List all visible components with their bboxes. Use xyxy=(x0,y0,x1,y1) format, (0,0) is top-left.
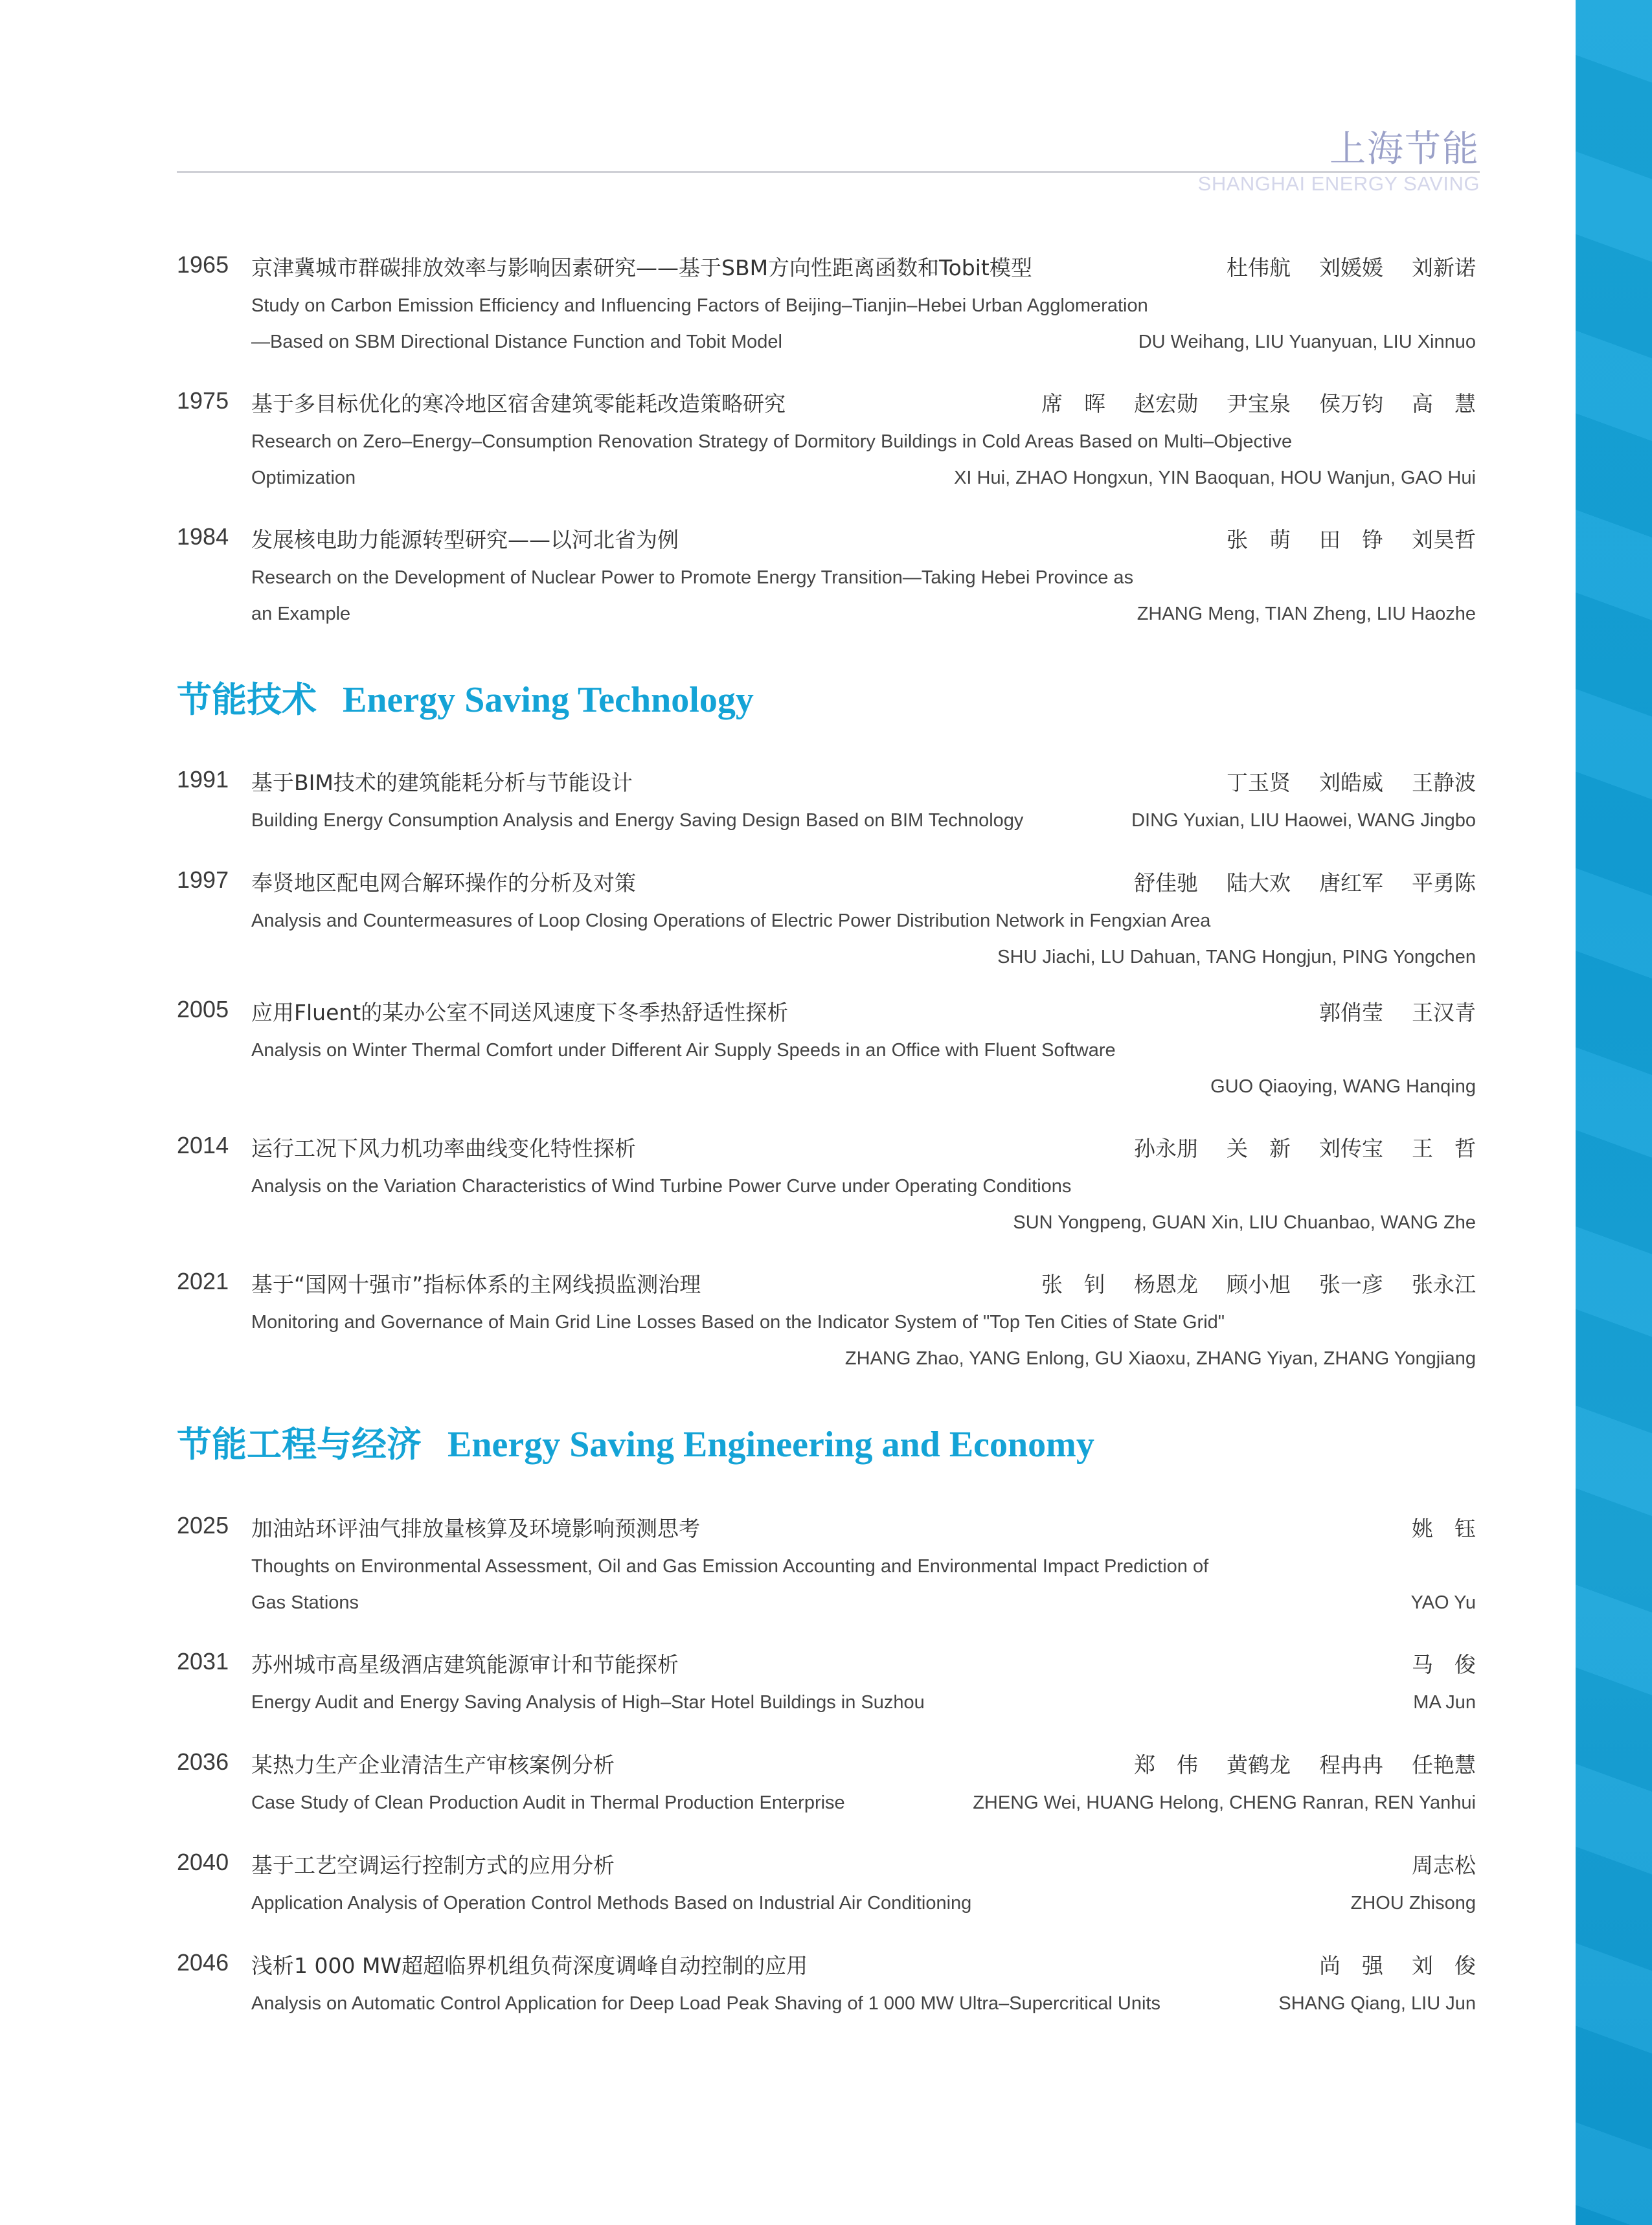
page-number: 2005 xyxy=(177,996,229,1022)
author-cn: 陆大欢 xyxy=(1227,870,1291,896)
author-cn: 刘 俊 xyxy=(1412,1953,1476,1978)
article-title-cn: 苏州城市高星级酒店建筑能源审计和节能探析 xyxy=(251,1652,679,1677)
article-title-en: Analysis on Winter Thermal Comfort under Different Air Supply Speeds in an Office with Fluent Software xyxy=(251,1040,1116,1061)
author-cn: 张 钊 xyxy=(1041,1272,1105,1297)
toc-entry[interactable] xyxy=(177,1949,1476,2024)
authors-en: XI Hui, ZHAO Hongxun, YIN Baoquan, HOU Wanjun, GAO Hui xyxy=(954,468,1476,488)
author-cn: 丁玉贤 xyxy=(1227,770,1291,795)
author-cn: 杜伟航 xyxy=(1227,255,1291,280)
author-cn: 刘新诺 xyxy=(1412,255,1476,280)
article-title-cn: 运行工况下风力机功率曲线变化特性探析 xyxy=(251,1136,636,1161)
article-title-cn: 加油站环评油气排放量核算及环境影响预测思考 xyxy=(251,1516,700,1541)
author-cn: 郑 伟 xyxy=(1134,1752,1198,1778)
article-title-en: Analysis on Automatic Control Application for Deep Load Peak Shaving of 1 000 MW Ultra–Supercritical Units xyxy=(251,1993,1160,2014)
article-title-en: Building Energy Consumption Analysis and Energy Saving Design Based on BIM Technology xyxy=(251,810,1024,831)
authors-cn xyxy=(1134,866,1476,897)
article-title-cn: 某热力生产企业清洁生产审核案例分析 xyxy=(251,1752,615,1778)
section-title-cn: 节能工程与经济 xyxy=(177,1423,422,1465)
author-cn: 张 萌 xyxy=(1227,527,1291,552)
toc-entry[interactable] xyxy=(177,766,1476,841)
authors-cn xyxy=(1412,1512,1476,1542)
author-cn: 程冉冉 xyxy=(1319,1752,1383,1778)
article-title-cn: 基于工艺空调运行控制方式的应用分析 xyxy=(251,1853,615,1878)
article-title-cn: 应用Fluent的某办公室不同送风速度下冬季热舒适性探析 xyxy=(251,1000,789,1025)
authors-en: SHU Jiachi, LU Dahuan, TANG Hongjun, PING Yongchen xyxy=(997,947,1476,967)
page-number: 2014 xyxy=(177,1132,229,1158)
page-number: 2021 xyxy=(177,1268,229,1294)
author-cn: 姚 钰 xyxy=(1412,1516,1476,1541)
authors-en: YAO Yu xyxy=(1410,1592,1476,1613)
toc-entry[interactable] xyxy=(177,1512,1476,1623)
toc-entry[interactable] xyxy=(177,1268,1476,1379)
page-number: 2036 xyxy=(177,1748,229,1775)
toc-entry[interactable] xyxy=(177,523,1476,635)
journal-title-en: SHANGHAI ENERGY SAVING xyxy=(1197,172,1480,195)
authors-cn xyxy=(1227,523,1476,554)
authors-cn xyxy=(1412,1849,1476,1879)
author-cn: 席 晖 xyxy=(1041,391,1105,416)
authors-en: DU Weihang, LIU Yuanyuan, LIU Xinnuo xyxy=(1138,332,1476,352)
author-cn: 高 慧 xyxy=(1412,391,1476,416)
article-title-cn: 奉贤地区配电网合解环操作的分析及对策 xyxy=(251,870,636,896)
page-number: 2040 xyxy=(177,1849,229,1875)
section-heading xyxy=(177,1417,1094,1467)
authors-en: ZHANG Meng, TIAN Zheng, LIU Haozhe xyxy=(1137,604,1476,624)
authors-cn xyxy=(1227,251,1476,282)
toc-entry[interactable] xyxy=(177,387,1476,499)
author-cn: 任艳慧 xyxy=(1412,1752,1476,1778)
authors-cn xyxy=(1319,996,1476,1026)
article-title-en: Analysis and Countermeasures of Loop Closing Operations of Electric Power Distribution Network in Fengxian Area xyxy=(251,910,1211,931)
toc-entry[interactable] xyxy=(177,996,1476,1107)
authors-cn xyxy=(1041,1268,1476,1298)
author-cn: 唐红军 xyxy=(1319,870,1383,896)
authors-cn xyxy=(1319,1949,1476,1980)
page-number: 2025 xyxy=(177,1512,229,1539)
author-cn: 王静波 xyxy=(1412,770,1476,795)
section-heading xyxy=(177,672,754,722)
authors-cn xyxy=(1041,387,1476,418)
authors-en: GUO Qiaoying, WANG Hanqing xyxy=(1210,1076,1476,1097)
article-title-en: Study on Carbon Emission Efficiency and Influencing Factors of Beijing–Tianjin–Hebei Urban Agglomeration xyxy=(251,295,1148,316)
authors-en: SUN Yongpeng, GUAN Xin, LIU Chuanbao, WANG Zhe xyxy=(1013,1212,1476,1233)
author-cn: 郭俏莹 xyxy=(1319,1000,1383,1025)
author-cn: 田 铮 xyxy=(1319,527,1383,552)
article-title-en: Thoughts on Environmental Assessment, Oil and Gas Emission Accounting and Environmental Impact Prediction of xyxy=(251,1556,1209,1577)
article-title-en: Case Study of Clean Production Audit in Thermal Production Enterprise xyxy=(251,1792,845,1813)
article-title-cn: 京津冀城市群碳排放效率与影响因素研究——基于SBM方向性距离函数和Tobit模型 xyxy=(251,255,1032,280)
authors-cn xyxy=(1412,1648,1476,1678)
article-title-en-cont: Optimization xyxy=(251,468,356,488)
journal-title-cn: 上海节能 xyxy=(1330,128,1480,170)
author-cn: 刘传宝 xyxy=(1319,1136,1383,1161)
author-cn: 侯万钧 xyxy=(1319,391,1383,416)
toc-entry[interactable] xyxy=(177,1648,1476,1723)
author-cn: 顾小旭 xyxy=(1227,1272,1291,1297)
authors-en: SHANG Qiang, LIU Jun xyxy=(1278,1993,1476,2014)
author-cn: 舒佳驰 xyxy=(1134,870,1198,896)
author-cn: 平勇陈 xyxy=(1412,870,1476,896)
authors-en: MA Jun xyxy=(1413,1692,1476,1713)
author-cn: 刘皓威 xyxy=(1319,770,1383,795)
author-cn: 尚 强 xyxy=(1319,1953,1383,1978)
author-cn: 张永江 xyxy=(1412,1272,1476,1297)
article-title-cn: 基于“国网十强市”指标体系的主网线损监测治理 xyxy=(251,1272,701,1297)
author-cn: 马 俊 xyxy=(1412,1652,1476,1677)
page-number: 1997 xyxy=(177,866,229,893)
article-title-en: Monitoring and Governance of Main Grid Line Losses Based on the Indicator System of "Top Ten Cities of State Grid" xyxy=(251,1312,1225,1333)
section-title-en: Energy Saving Engineering and Economy xyxy=(447,1425,1094,1465)
authors-en: ZHENG Wei, HUANG Helong, CHENG Ranran, REN Yanhui xyxy=(973,1792,1476,1813)
article-title-cn: 浅析1 000 MW超超临界机组负荷深度调峰自动控制的应用 xyxy=(251,1953,808,1978)
page-number: 2046 xyxy=(177,1949,229,1976)
author-cn: 赵宏勋 xyxy=(1134,391,1198,416)
author-cn: 黄鹤龙 xyxy=(1227,1752,1291,1778)
toc-entry[interactable] xyxy=(177,1849,1476,1924)
page-number: 1975 xyxy=(177,387,229,414)
author-cn: 杨恩龙 xyxy=(1134,1272,1198,1297)
author-cn: 尹宝泉 xyxy=(1227,391,1291,416)
author-cn: 王汉青 xyxy=(1412,1000,1476,1025)
authors-cn xyxy=(1134,1132,1476,1162)
authors-en: ZHOU Zhisong xyxy=(1350,1893,1476,1914)
article-title-cn: 基于多目标优化的寒冷地区宿舍建筑零能耗改造策略研究 xyxy=(251,391,786,416)
page-number: 2031 xyxy=(177,1648,229,1675)
authors-en: ZHANG Zhao, YANG Enlong, GU Xiaoxu, ZHANG Yiyan, ZHANG Yongjiang xyxy=(844,1348,1476,1369)
author-cn: 周志松 xyxy=(1412,1853,1476,1878)
article-title-en: Research on the Development of Nuclear Power to Promote Energy Transition—Taking Hebei Province as xyxy=(251,567,1134,588)
article-title-en-cont: an Example xyxy=(251,604,351,624)
section-title-cn: 节能技术 xyxy=(177,679,317,720)
article-title-cn: 基于BIM技术的建筑能耗分析与节能设计 xyxy=(251,770,633,795)
toc-entry[interactable] xyxy=(177,251,1476,363)
author-cn: 刘昊哲 xyxy=(1412,527,1476,552)
toc-entry[interactable] xyxy=(177,1132,1476,1243)
article-title-en: Analysis on the Variation Characteristics of Wind Turbine Power Curve under Operating Conditions xyxy=(251,1176,1072,1197)
authors-cn xyxy=(1227,766,1476,796)
author-cn: 关 新 xyxy=(1227,1136,1291,1161)
author-cn: 刘媛媛 xyxy=(1319,255,1383,280)
author-cn: 张一彦 xyxy=(1319,1272,1383,1297)
article-title-en: Research on Zero–Energy–Consumption Renovation Strategy of Dormitory Buildings in Cold Areas Based on Multi–Objective xyxy=(251,431,1293,452)
article-title-en: Application Analysis of Operation Control Methods Based on Industrial Air Conditioning xyxy=(251,1893,972,1914)
article-title-en: Energy Audit and Energy Saving Analysis of High–Star Hotel Buildings in Suzhou xyxy=(251,1692,925,1713)
authors-en: DING Yuxian, LIU Haowei, WANG Jingbo xyxy=(1131,810,1476,831)
author-cn: 王 哲 xyxy=(1412,1136,1476,1161)
article-title-en-cont: —Based on SBM Directional Distance Function and Tobit Model xyxy=(251,332,782,352)
toc-entry[interactable] xyxy=(177,1748,1476,1824)
article-title-cn: 发展核电助力能源转型研究——以河北省为例 xyxy=(251,527,679,552)
author-cn: 孙永朋 xyxy=(1134,1136,1198,1161)
toc-entry[interactable] xyxy=(177,866,1476,978)
side-color-band xyxy=(1576,0,1652,2225)
page-number: 1984 xyxy=(177,523,229,550)
article-title-en-cont: Gas Stations xyxy=(251,1592,359,1613)
section-title-en: Energy Saving Technology xyxy=(343,680,754,720)
authors-cn xyxy=(1134,1748,1476,1779)
page-number: 1991 xyxy=(177,766,229,793)
page-number: 1965 xyxy=(177,251,229,278)
